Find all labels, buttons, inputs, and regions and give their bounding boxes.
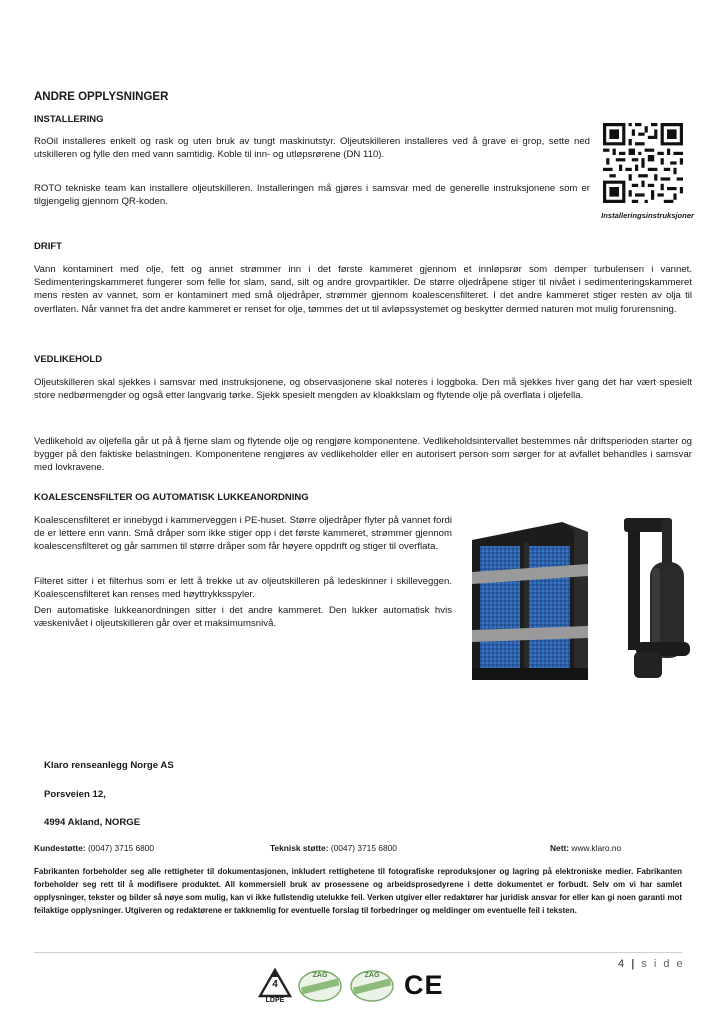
customer-support-label: Kundestøtte: xyxy=(34,843,86,853)
website-link[interactable]: www.klaro.no xyxy=(571,843,622,853)
section-heading-filter: KOALESCENSFILTER OG AUTOMATISK LUKKEANORDNING xyxy=(34,492,309,503)
website xyxy=(550,843,621,853)
footer-company: Klaro renseanlegg Norge AS xyxy=(44,760,174,771)
install-paragraph-2: ROTO tekniske team kan installere oljeutskilleren. Installeringen må gjøres i samsvar med de generelle instruksjonene som er tilgjengelig gjennom QR-koden. xyxy=(34,183,590,208)
zag-certification-logo-2 xyxy=(349,968,395,1004)
ce-mark: CE xyxy=(404,970,444,1000)
technical-support-label: Teknisk støtte: xyxy=(270,843,329,853)
coalescence-filter-image xyxy=(462,518,602,684)
qr-caption: Installeringsinstruksjoner xyxy=(601,211,694,220)
footer-divider xyxy=(34,952,682,953)
customer-support xyxy=(34,843,154,853)
legal-notice: Fabrikanten forbeholder seg alle rettigheter til dokumentasjonen, inkludert rettighetene til fotografiske reproduksjoner og lagring på elektroniske medier. Fabrikanten forbeholder seg rett til å modifisere produktet. All kommersiell bruk av prosessene og arbeidsprosedyrene i dette dokumentet er forbudt. Selv om vi har samlet opplysninger, tekster og bilder så nøye som mulig, kan vi ikke fullstendig utelukke feil. Verken utgiver eller redaktører har juridisk ansvar for eller kan gi noen garanti mot feilaktige opplysninger. Utgiveren og redaktørene er takknemlig for eventuelle forslag til forbedringer og meldinger om eventuelle feil i teksten. xyxy=(34,867,682,915)
website-label: Nett: xyxy=(550,843,570,853)
automatic-closing-device-image xyxy=(614,512,696,682)
install-paragraph-1: RoOil installeres enkelt og rask og uten bruk av tungt maskinutstyr. Oljeutskilleren installeres ved å grave ei grop, sette ned utskilleren og fylle den med vann samtidig. Koble til inn- og utløpsrørene (DN 110). xyxy=(34,136,590,161)
page-number: 4 | s i d e xyxy=(618,958,685,970)
zag-text-1: ZAG xyxy=(312,972,328,979)
filter-paragraph-2: Filteret sitter i et filterhus som er lett å trekke ut av oljeutskilleren på ledeskinner i skilleveggen. Koalescensfilteret kan renses med høyttrykksspyler. xyxy=(34,576,452,601)
zag-text-2: ZAG xyxy=(364,972,380,979)
page-title: ANDRE OPPLYSNINGER xyxy=(34,91,169,103)
footer-street: Porsveien 12, xyxy=(44,789,106,800)
qr-code-icon[interactable] xyxy=(603,123,683,203)
section-heading-install: INSTALLERING xyxy=(34,114,104,125)
recycle-label: LDPE xyxy=(265,997,285,1004)
page-word: s i d e xyxy=(641,958,685,970)
footer-city: 4994 Akland, NORGE xyxy=(44,817,141,828)
customer-support-phone[interactable]: (0047) 3715 6800 xyxy=(87,843,155,853)
section-heading-operation: DRIFT xyxy=(34,241,62,252)
zag-certification-logo-1 xyxy=(297,968,343,1004)
maintenance-paragraph-2: Vedlikehold av oljefella går ut på å fjerne slam og flytende olje og rengjøre komponentene. Vedlikeholdsintervallet bestemmes når driftsperioden starter og bygger på den faktiske belastningen. Komponentene rengjøres av vedlikeholder eller en autorisert person som sørger for at avfallet behandles i samsvar med lovkravene. xyxy=(34,436,692,474)
filter-paragraph-3: Den automatiske lukkeanordningen sitter i det andre kammeret. Den lukker automatisk hvis væskenivået i oljeutskilleren går over et maksimumsnivå. xyxy=(34,605,452,630)
section-heading-maintenance: VEDLIKEHOLD xyxy=(34,354,103,365)
page-number-value: 4 xyxy=(618,958,627,970)
filter-paragraph-1: Koalescensfilteret er innebygd i kammerveggen i PE-huset. Større oljedråper flyter på vannet fordi de er lettere enn vann. Små dråper som ikke stiger opp i det første kammeret, strømmer gjennom koalescensfilteret og går sammen til større dråper som får høyere oppdrift og stiger til overflata. xyxy=(34,515,452,553)
recycling-ldpe-logo xyxy=(258,968,292,1008)
operation-paragraph: Vann kontaminert med olje, fett og annet strømmer inn i det første kammeret gjennom et innløpsrør som demper turbulensen i vannet. Sedimenteringskammeret fungerer som felle for slam, sand, silt og andre grovpartikler. De større oljedråpene stiger til nivået i sedimenteringskammeret mens resten av vannet, som er kontaminert med små oljedråper, strømmer gjennom koalescensfilteret. I det andre kammeret stiger resten av olja til overflaten. Når vannet fra det andre kammeret er renset for olje, tømmes det ut til avløpssystemet og beskytter dermed naturen mot mulig forurensning. xyxy=(34,264,692,315)
maintenance-paragraph-1: Oljeutskilleren skal sjekkes i samsvar med instruksjonene, og observasjonene skal noteres i loggboka. Den må sjekkes hver gang det har vært spesielt store nedbørmengder og også etter langvarig tørke. Sjekk spesielt mengden av kloakkslam og flytende olje på overflata i oljefella. xyxy=(34,377,692,402)
recycle-number: 4 xyxy=(272,979,278,990)
technical-support xyxy=(270,843,397,853)
technical-support-phone[interactable]: (0047) 3715 6800 xyxy=(330,843,397,853)
